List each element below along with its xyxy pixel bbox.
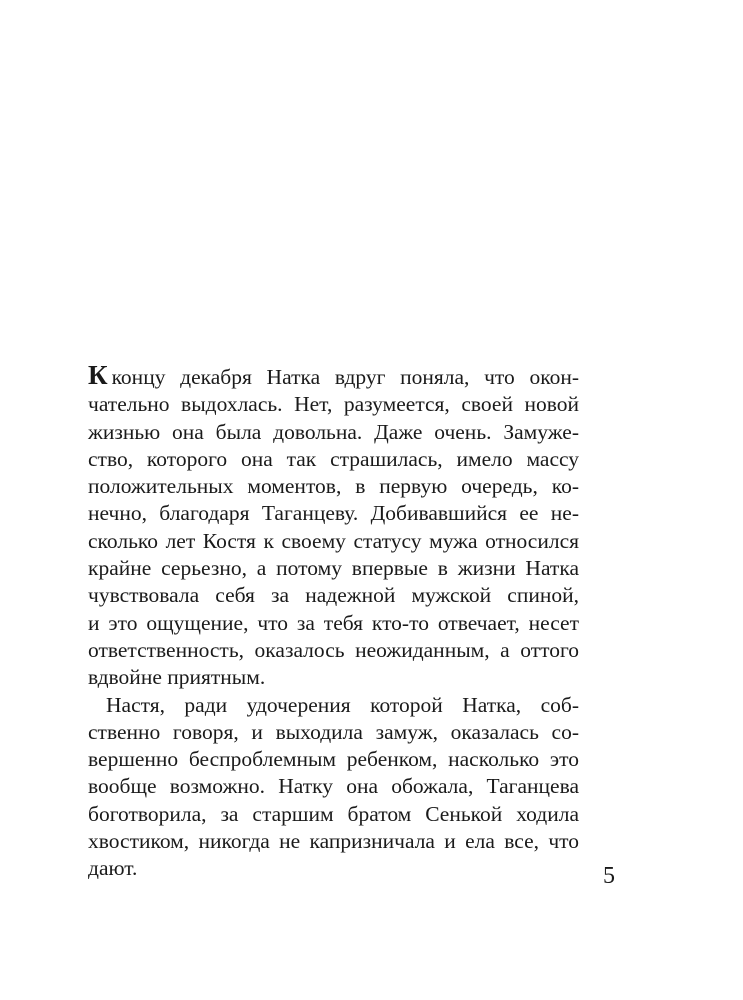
- text-line: Настя, ради удочерения которой Натка, соб-: [106, 692, 579, 717]
- text-line: положительных моментов, в первую очередь, ко-: [88, 474, 579, 499]
- drop-cap: К: [88, 360, 108, 390]
- body-text: [88, 360, 579, 883]
- text-line: ство, которого она так страшилась, имело массу: [88, 446, 579, 471]
- text-line: чательно выдохлась. Нет, разумеется, своей новой: [88, 392, 579, 417]
- text-line: и это ощущение, что за тебя кто-то отвечает, несет: [88, 610, 579, 635]
- text-line: [88, 360, 579, 391]
- text-line: дают.: [88, 856, 138, 881]
- paragraph: [88, 692, 579, 883]
- text-line: ственно говоря, и выходила замуж, оказалась со-: [88, 719, 579, 744]
- text-line: вообще возможно. Натку она обожала, Таганцева: [88, 774, 579, 799]
- page-number: 5: [603, 863, 615, 889]
- text-line: жизнью она была довольна. Даже очень. Замуже-: [88, 419, 579, 444]
- text-line: боготворила, за старшим братом Сенькой ходила: [88, 801, 579, 826]
- text-line: хвостиком, никогда не капризничала и ела все, что: [88, 829, 579, 854]
- text-line: сколько лет Костя к своему статусу мужа относился: [88, 528, 579, 553]
- paragraph: [88, 360, 579, 692]
- text-line: чувствовала себя за надежной мужской спиной,: [88, 583, 579, 608]
- text-line-content: концу декабря Натка вдруг поняла, что окон-: [111, 365, 579, 389]
- text-line: крайне серьезно, а потому впервые в жизни Натка: [88, 556, 579, 581]
- text-line: вдвойне приятным.: [88, 665, 266, 690]
- text-line: вершенно беспроблемным ребенком, насколько это: [88, 747, 579, 772]
- text-line: ответственность, оказалось неожиданным, а оттого: [88, 637, 579, 662]
- text-line: нечно, благодаря Таганцеву. Добивавшийся ее не-: [88, 501, 579, 526]
